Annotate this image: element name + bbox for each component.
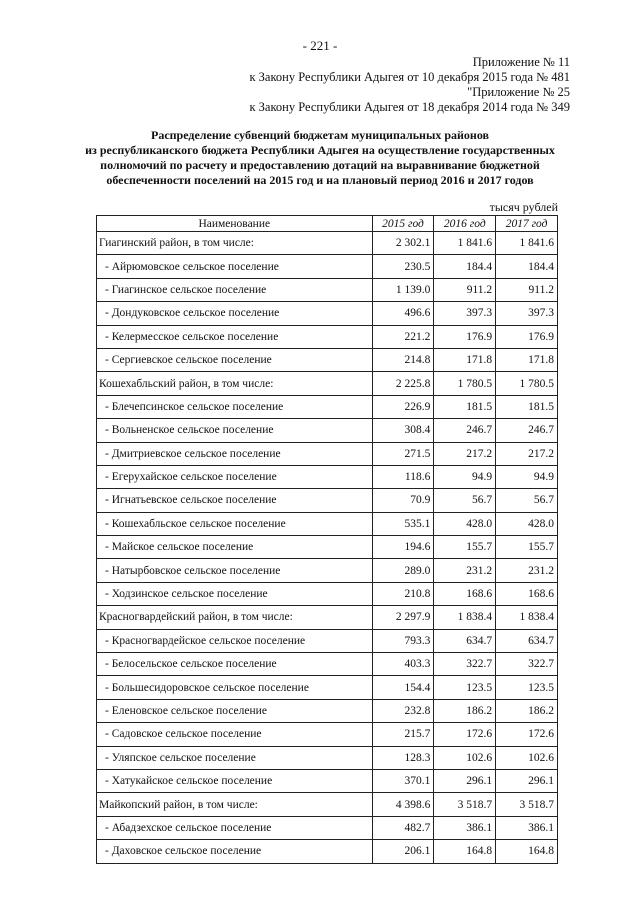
settlement-row [97,559,558,582]
header-2016: 2016 год [434,216,496,232]
name-cell: - Блечепсинское сельское поселение [97,395,373,418]
title-line: из республиканского бюджета Республики Адыгея на осуществление государственных [85,143,555,157]
value-2017-cell: 1 838.4 [496,606,558,629]
value-2016-cell: 172.6 [434,723,496,746]
value-2017-cell: 94.9 [496,465,558,488]
name-cell: - Келермесское сельское поселение [97,325,373,348]
header-name: Наименование [97,216,373,232]
settlement-row [97,302,558,325]
value-2017-cell: 176.9 [496,325,558,348]
value-2017-cell: 168.6 [496,582,558,605]
header-2017: 2017 год [496,216,558,232]
district-row [97,232,558,255]
name-cell: Кошехабльский район, в том числе: [97,372,373,395]
value-2017-cell: 911.2 [496,278,558,301]
appendix-line: к Закону Республики Адыгея от 10 декабря 2015 года № 481 [249,70,570,84]
name-cell: - Белосельское сельское поселение [97,653,373,676]
value-2017-cell: 184.4 [496,255,558,278]
value-2017-cell: 102.6 [496,746,558,769]
value-2015-cell: 271.5 [372,442,434,465]
value-2016-cell: 123.5 [434,676,496,699]
value-2017-cell: 386.1 [496,816,558,839]
settlement-row [97,653,558,676]
name-cell: - Сергиевское сельское поселение [97,348,373,371]
value-2015-cell: 2 297.9 [372,606,434,629]
settlement-row [97,325,558,348]
value-2017-cell: 428.0 [496,512,558,535]
value-2016-cell: 217.2 [434,442,496,465]
name-cell: - Дмитриевское сельское поселение [97,442,373,465]
value-2017-cell: 246.7 [496,419,558,442]
settlement-row [97,582,558,605]
value-2016-cell: 1 780.5 [434,372,496,395]
settlement-row [97,840,558,863]
settlement-row [97,419,558,442]
value-2016-cell: 911.2 [434,278,496,301]
value-2015-cell: 2 302.1 [372,232,434,255]
value-2015-cell: 370.1 [372,769,434,792]
value-2016-cell: 176.9 [434,325,496,348]
name-cell: - Большесидоровское сельское поселение [97,676,373,699]
header-2015: 2015 год [372,216,434,232]
title-line: полномочий по расчету и предоставлению дотаций на выравнивание бюджетной [100,158,540,172]
value-2015-cell: 214.8 [372,348,434,371]
value-2016-cell: 3 518.7 [434,793,496,816]
value-2015-cell: 1 139.0 [372,278,434,301]
title-line: Распределение субвенций бюджетам муниципальных районов [150,128,490,142]
page-number: - 221 - [302,38,338,53]
value-2017-cell: 322.7 [496,653,558,676]
name-cell: Красногвардейский район, в том числе: [97,606,373,629]
value-2017-cell: 1 780.5 [496,372,558,395]
settlement-row [97,699,558,722]
name-cell: Майкопский район, в том числе: [97,793,373,816]
value-2017-cell: 634.7 [496,629,558,652]
value-2017-cell: 172.6 [496,723,558,746]
settlement-row [97,629,558,652]
name-cell: - Игнатьевское сельское поселение [97,489,373,512]
name-cell: - Гиагинское сельское поселение [97,278,373,301]
name-cell: - Еленовское сельское поселение [97,699,373,722]
value-2016-cell: 155.7 [434,536,496,559]
value-2015-cell: 4 398.6 [372,793,434,816]
value-2016-cell: 386.1 [434,816,496,839]
settlement-row [97,489,558,512]
value-2017-cell: 3 518.7 [496,793,558,816]
value-2015-cell: 118.6 [372,465,434,488]
table-header-row [97,216,558,232]
settlement-row [97,676,558,699]
value-2015-cell: 230.5 [372,255,434,278]
value-2016-cell: 246.7 [434,419,496,442]
value-2017-cell: 123.5 [496,676,558,699]
settlement-row [97,512,558,535]
value-2015-cell: 232.8 [372,699,434,722]
value-2015-cell: 154.4 [372,676,434,699]
value-2017-cell: 296.1 [496,769,558,792]
settlement-row [97,278,558,301]
value-2015-cell: 289.0 [372,559,434,582]
value-2017-cell: 1 841.6 [496,232,558,255]
subvention-table [96,215,558,864]
name-cell: - Дондуковское сельское поселение [97,302,373,325]
name-cell: - Натырбовское сельское поселение [97,559,373,582]
value-2017-cell: 56.7 [496,489,558,512]
name-cell: - Уляпское сельское поселение [97,746,373,769]
name-cell: - Садовское сельское поселение [97,723,373,746]
value-2016-cell: 296.1 [434,769,496,792]
settlement-row [97,465,558,488]
name-cell: - Майское сельское поселение [97,536,373,559]
value-2017-cell: 397.3 [496,302,558,325]
value-2016-cell: 168.6 [434,582,496,605]
unit-label: тысяч рублей [489,200,558,214]
name-cell: - Кошехабльское сельское поселение [97,512,373,535]
value-2015-cell: 308.4 [372,419,434,442]
settlement-row [97,769,558,792]
settlement-row [97,348,558,371]
value-2015-cell: 215.7 [372,723,434,746]
value-2015-cell: 128.3 [372,746,434,769]
name-cell: - Даховское сельское поселение [97,840,373,863]
table-body [97,232,558,864]
value-2016-cell: 634.7 [434,629,496,652]
name-cell: - Айрюмовское сельское поселение [97,255,373,278]
value-2016-cell: 56.7 [434,489,496,512]
settlement-row [97,255,558,278]
value-2016-cell: 1 841.6 [434,232,496,255]
value-2017-cell: 171.8 [496,348,558,371]
settlement-row [97,723,558,746]
name-cell: - Абадзехское сельское поселение [97,816,373,839]
value-2015-cell: 221.2 [372,325,434,348]
district-row [97,606,558,629]
value-2016-cell: 231.2 [434,559,496,582]
value-2016-cell: 184.4 [434,255,496,278]
value-2016-cell: 171.8 [434,348,496,371]
name-cell: Гиагинский район, в том числе: [97,232,373,255]
settlement-row [97,395,558,418]
name-cell: - Красногвардейское сельское поселение [97,629,373,652]
value-2015-cell: 482.7 [372,816,434,839]
appendix-reference [249,55,570,115]
settlement-row [97,442,558,465]
value-2015-cell: 496.6 [372,302,434,325]
value-2015-cell: 206.1 [372,840,434,863]
settlement-row [97,816,558,839]
value-2015-cell: 2 225.8 [372,372,434,395]
value-2016-cell: 181.5 [434,395,496,418]
value-2015-cell: 194.6 [372,536,434,559]
district-row [97,793,558,816]
value-2016-cell: 102.6 [434,746,496,769]
title-line: обеспеченности поселений на 2015 год и на плановый период 2016 и 2017 годов [106,173,534,187]
value-2016-cell: 164.8 [434,840,496,863]
value-2016-cell: 186.2 [434,699,496,722]
settlement-row [97,536,558,559]
value-2016-cell: 397.3 [434,302,496,325]
value-2015-cell: 403.3 [372,653,434,676]
value-2015-cell: 210.8 [372,582,434,605]
document-title [60,128,580,188]
value-2017-cell: 231.2 [496,559,558,582]
value-2017-cell: 181.5 [496,395,558,418]
value-2016-cell: 428.0 [434,512,496,535]
value-2017-cell: 186.2 [496,699,558,722]
value-2016-cell: 1 838.4 [434,606,496,629]
value-2017-cell: 164.8 [496,840,558,863]
name-cell: - Ходзинское сельское поселение [97,582,373,605]
appendix-line: "Приложение № 25 [467,85,570,99]
appendix-line: к Закону Республики Адыгея от 18 декабря 2014 года № 349 [249,100,570,114]
name-cell: - Вольненское сельское поселение [97,419,373,442]
name-cell: - Хатукайское сельское поселение [97,769,373,792]
value-2016-cell: 322.7 [434,653,496,676]
district-row [97,372,558,395]
value-2017-cell: 217.2 [496,442,558,465]
value-2015-cell: 793.3 [372,629,434,652]
value-2015-cell: 70.9 [372,489,434,512]
appendix-line: Приложение № 11 [472,55,570,69]
value-2017-cell: 155.7 [496,536,558,559]
value-2015-cell: 535.1 [372,512,434,535]
value-2016-cell: 94.9 [434,465,496,488]
value-2015-cell: 226.9 [372,395,434,418]
settlement-row [97,746,558,769]
name-cell: - Егерухайское сельское поселение [97,465,373,488]
